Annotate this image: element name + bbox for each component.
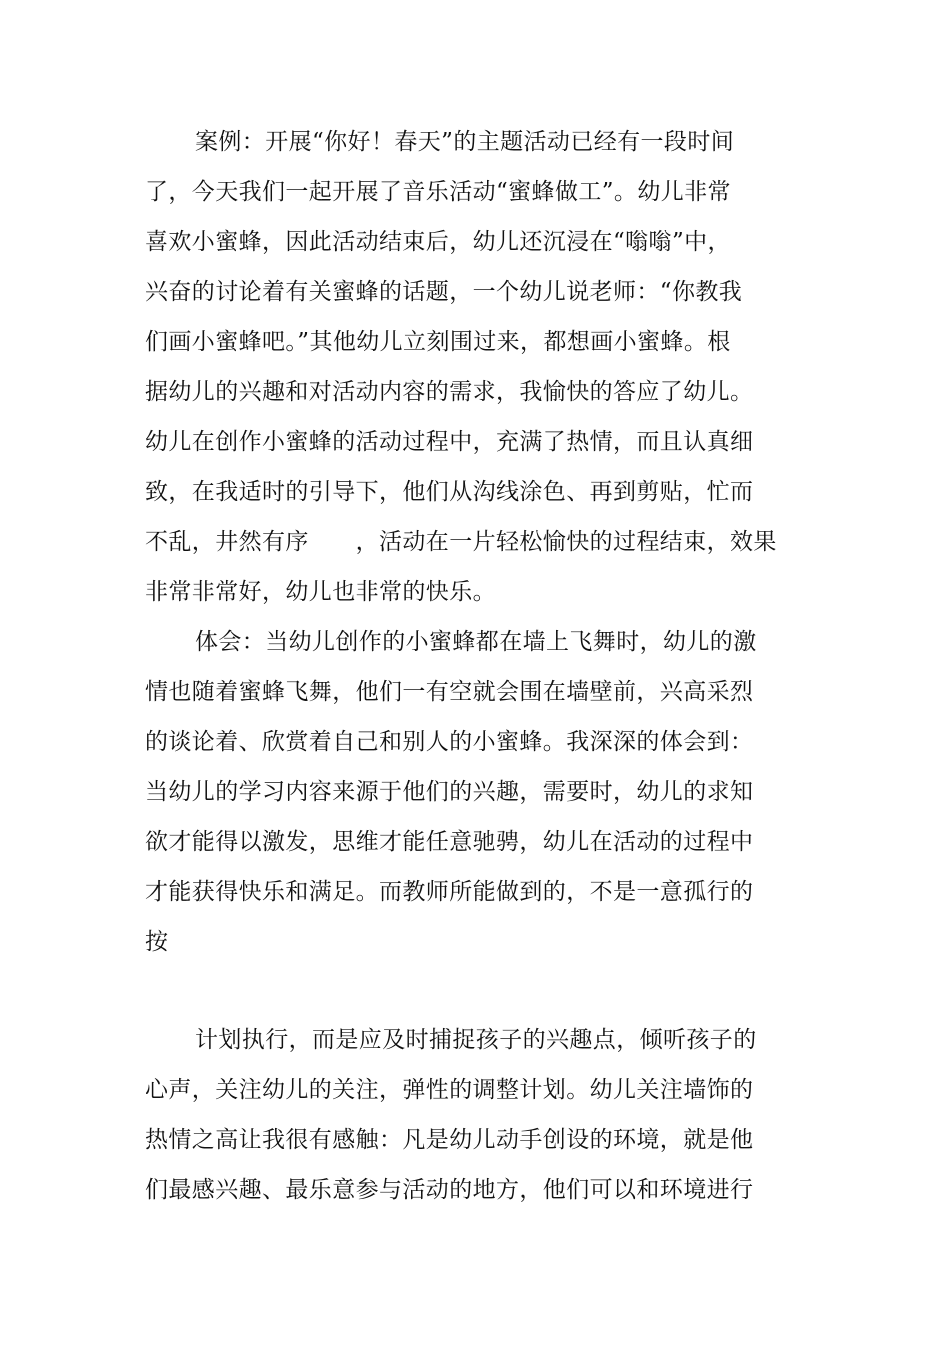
- paragraph-line: 的谈论着、欣赏着自己和别人的小蜜蜂。我深深的体会到：: [145, 729, 754, 755]
- paragraph-line: 才能获得快乐和满足。而教师所能做到的，不是一意孤行的: [145, 879, 754, 905]
- paragraph-line: 不乱，井然有序 ，活动在一片轻松愉快的过程结束，效果: [145, 529, 777, 555]
- paragraph-line: 们最感兴趣、最乐意参与活动的地方，他们可以和环境进行: [145, 1177, 754, 1203]
- paragraph-line: 欲才能得以激发，思维才能任意驰骋，幼儿在活动的过程中: [145, 829, 754, 855]
- paragraph-line: 非常非常好，幼儿也非常的快乐。: [145, 579, 496, 605]
- paragraph-line: 据幼儿的兴趣和对活动内容的需求，我愉快的答应了幼儿。: [145, 379, 754, 405]
- paragraph-line: 幼儿在创作小蜜蜂的活动过程中，充满了热情，而且认真细: [145, 429, 754, 455]
- paragraph-line: 情也随着蜜蜂飞舞，他们一有空就会围在墙壁前，兴高采烈: [145, 679, 754, 705]
- paragraph-line: 按: [145, 929, 169, 955]
- paragraph-line: 体会：当幼儿创作的小蜜蜂都在墙上飞舞时，幼儿的激: [195, 629, 757, 655]
- paragraph-line: 案例：开展“你好！春天”的主题活动已经有一段时间: [195, 129, 735, 155]
- paragraph-line: 当幼儿的学习内容来源于他们的兴趣，需要时，幼儿的求知: [145, 779, 754, 805]
- paragraph-line: 致，在我适时的引导下，他们从沟线涂色、再到剪贴，忙而: [145, 479, 754, 505]
- paragraph-line: 兴奋的讨论着有关蜜蜂的话题，一个幼儿说老师：“你教我: [145, 279, 743, 305]
- paragraph-line: 喜欢小蜜蜂，因此活动结束后，幼儿还沉浸在“嗡嗡”中，: [145, 229, 731, 255]
- paragraph-line: 热情之高让我很有感触：凡是幼儿动手创设的环境，就是他: [145, 1127, 754, 1153]
- paragraph-line: 心声，关注幼儿的关注，弹性的调整计划。幼儿关注墙饰的: [145, 1077, 754, 1103]
- paragraph-line: 们画小蜜蜂吧。”其他幼儿立刻围过来，都想画小蜜蜂。根: [145, 329, 731, 355]
- paragraph-line: 计划执行，而是应及时捕捉孩子的兴趣点，倾听孩子的: [195, 1027, 757, 1053]
- paragraph-line: 了，今天我们一起开展了音乐活动“蜜蜂做工”。幼儿非常: [145, 179, 731, 205]
